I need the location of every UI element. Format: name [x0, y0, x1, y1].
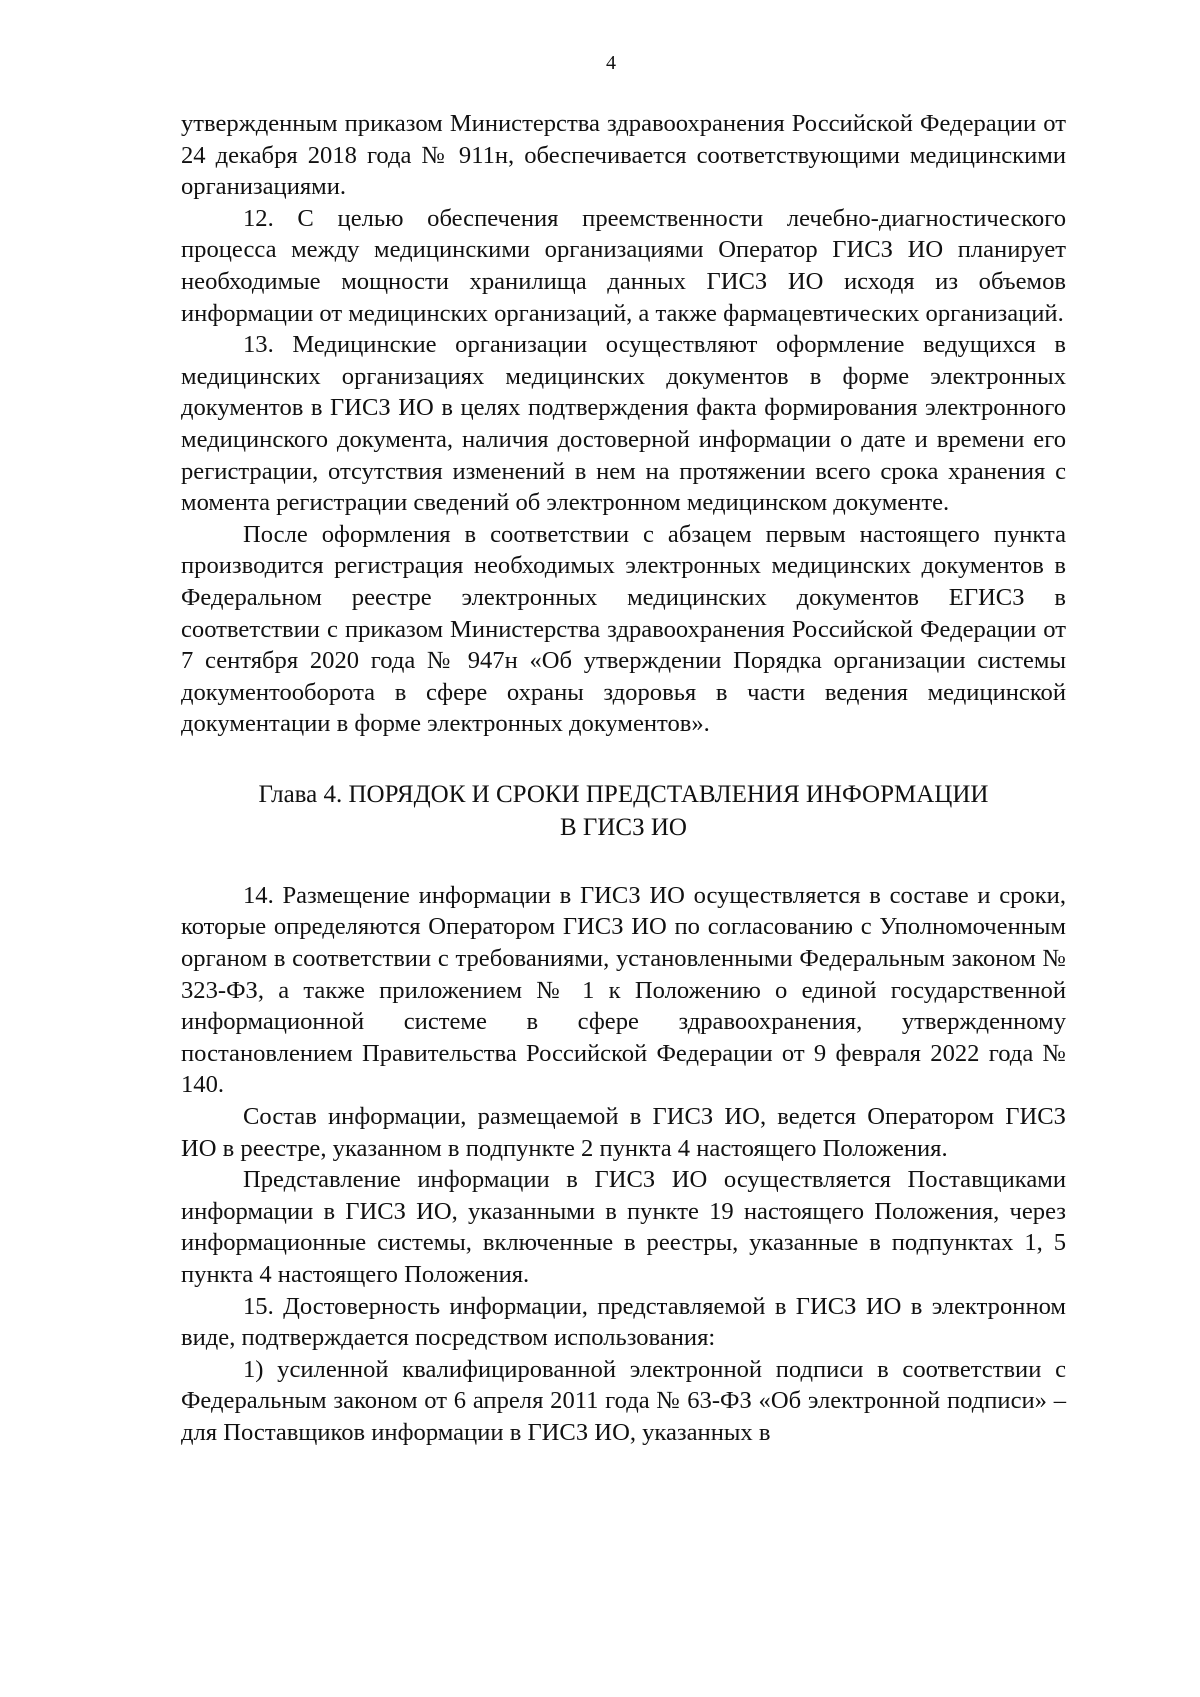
paragraph: 12. С целью обеспечения преемственности лечебно-диагностического процесса между медицинскими организациями Оператор ГИСЗ ИО планирует необходимые мощности хранилища данных ГИСЗ ИО исходя из объемов информации от медицинских организаций, а также фармацевтических организаций.	[181, 204, 1066, 327]
chapter-heading	[181, 778, 1066, 844]
document-body	[181, 108, 1066, 1449]
chapter-heading-line: Глава 4. ПОРЯДОК И СРОКИ ПРЕДСТАВЛЕНИЯ ИНФОРМАЦИИ	[258, 780, 989, 808]
paragraph: После оформления в соответствии с абзацем первым настоящего пункта производится регистрация необходимых электронных медицинских документов в Федеральном реестре электронных медицинских документов ЕГИСЗ в соответствии с приказом Министерства здравоохранения Российской Федерации от 7 сентября 2020 года № 947н «Об утверждении Порядка организации системы документооборота в сфере охраны здоровья в части ведения медицинской документации в форме электронных документов».	[181, 520, 1066, 738]
paragraph: Состав информации, размещаемой в ГИСЗ ИО, ведется Оператором ГИСЗ ИО в реестре, указанном в подпункте 2 пункта 4 настоящего Положения.	[181, 1103, 1066, 1162]
paragraph: утвержденным приказом Министерства здравоохранения Российской Федерации от 24 декабря 2018 года № 911н, обеспечивается соответствующими медицинскими организациями.	[181, 110, 1066, 201]
paragraph: 13. Медицинские организации осуществляют оформление ведущихся в медицинских организациях медицинских документов в форме электронных документов в ГИСЗ ИО в целях подтверждения факта формирования электронного медицинского документа, наличия достоверной информации о дате и времени его регистрации, отсутствия изменений в нем на протяжении всего срока хранения с момента регистрации сведений об электронном медицинском документе.	[181, 331, 1066, 517]
chapter-heading-line: В ГИСЗ ИО	[560, 813, 687, 841]
paragraph: 14. Размещение информации в ГИСЗ ИО осуществляется в составе и сроки, которые определяются Оператором ГИСЗ ИО по согласованию с Уполномоченным органом в соответствии с требованиями, установленными Федеральным законом № 323-ФЗ, а также приложением № 1 к Положению о единой государственной информационной системе в сфере здравоохранения, утвержденному постановлением Правительства Российской Федерации от 9 февраля 2022 года № 140.	[181, 881, 1066, 1099]
paragraph: Представление информации в ГИСЗ ИО осуществляется Поставщиками информации в ГИСЗ ИО, указанными в пункте 19 настоящего Положения, через информационные системы, включенные в реестры, указанные в подпунктах 1, 5 пункта 4 настоящего Положения.	[181, 1166, 1066, 1288]
paragraph: 1) усиленной квалифицированной электронной подписи в соответствии с Федеральным законом от 6 апреля 2011 года № 63-ФЗ «Об электронной подписи» – для Поставщиков информации в ГИСЗ ИО, указанных в	[181, 1355, 1066, 1446]
paragraph: 15. Достоверность информации, представляемой в ГИСЗ ИО в электронном виде, подтверждается посредством использования:	[181, 1292, 1066, 1352]
page-number: 4	[606, 52, 616, 74]
